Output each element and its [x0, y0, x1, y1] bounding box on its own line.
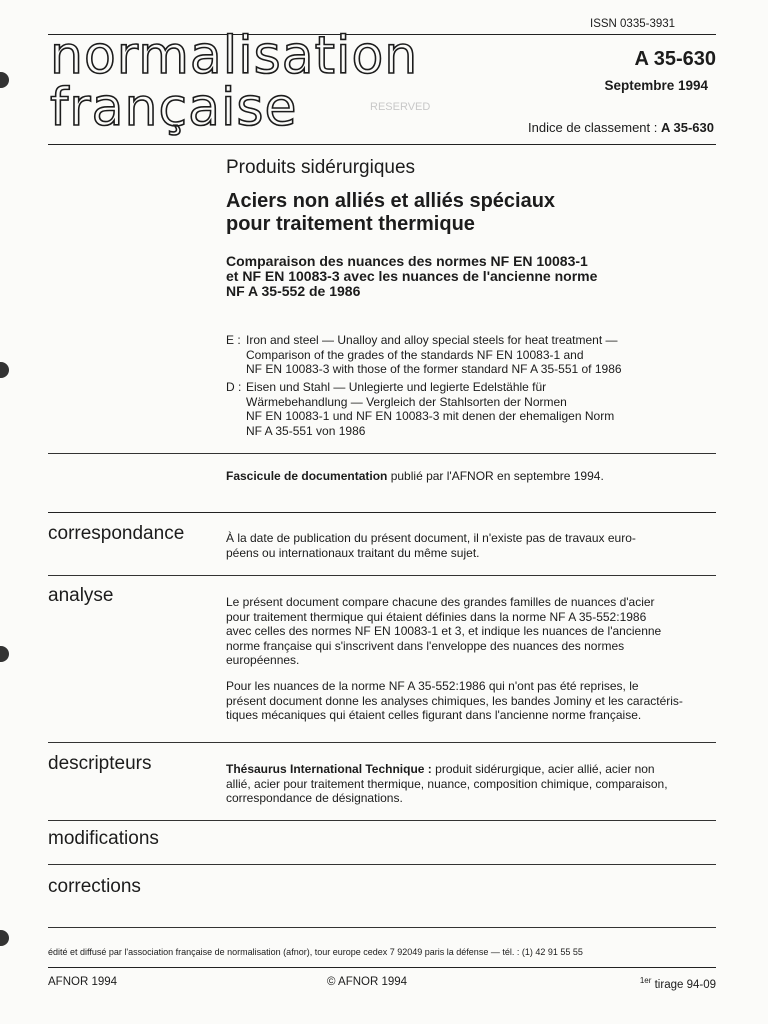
german-line: NF A 35-551 von 1986: [246, 423, 366, 438]
index-label: Indice de classement :: [528, 120, 661, 135]
english-line: NF EN 10083-3 with those of the former standard NF A 35-551 of 1986: [246, 362, 622, 376]
german-line: Eisen und Stahl — Unlegierte und legierte Edelstähle für: [246, 380, 547, 394]
print-run-sup: 1er: [639, 976, 652, 985]
text-line: norme française qui s'inscrivent dans l'enveloppe des nuances des normes: [226, 638, 625, 653]
publication-date: Septembre 1994: [604, 78, 708, 93]
text-line: présent document donne les analyses chimiques, les bandes Jominy et les caractéris-: [226, 693, 683, 708]
title-line: pour traitement thermique: [226, 213, 475, 235]
classification-index: [528, 120, 714, 135]
text-line: allié, acier pour traitement thermique, nuance, composition chimique, comparaison,: [226, 776, 668, 791]
index-value: A 35-630: [661, 120, 714, 135]
publisher-address: édité et diffusé par l'association française de normalisation (afnor), tour europe cedex 7 92049 paris la défense — tél. : (1) 42 91 55 55: [48, 947, 583, 957]
fascicule-statement: [226, 469, 604, 483]
section-heading-analyse: analyse: [48, 585, 114, 606]
subtitle-line: NF A 35-552 de 1986: [226, 283, 361, 299]
divider-rule: [48, 927, 716, 928]
footer-rule: [48, 967, 716, 968]
document-title: [226, 190, 696, 236]
divider-rule: [48, 864, 716, 865]
english-title-block: [226, 333, 696, 377]
document-subtitle: [226, 254, 696, 299]
divider-rule: [48, 512, 716, 513]
descripteurs-text: [226, 762, 716, 806]
english-title-text: [246, 333, 696, 377]
english-line: Comparison of the grades of the standards NF EN 10083-1 and: [246, 347, 584, 362]
text-line: [226, 762, 716, 777]
german-line: Wärmebehandlung — Vergleich der Stahlsorten der Normen: [246, 394, 567, 409]
divider-rule: [48, 453, 716, 454]
subtitle-line: et NF EN 10083-3 avec les nuances de l'ancienne norme: [226, 268, 598, 284]
english-line: Iron and steel — Unalloy and alloy special steels for heat treatment —: [246, 333, 618, 347]
text-line: correspondance de désignations.: [226, 791, 403, 805]
section-heading-descripteurs: descripteurs: [48, 753, 152, 774]
text-line: européennes.: [226, 653, 300, 667]
thesaurus-terms: produit sidérurgique, acier allié, acier non: [431, 762, 655, 776]
german-title-block: [226, 380, 696, 438]
divider-rule: [48, 575, 716, 576]
thesaurus-label: Thésaurus International Technique :: [226, 762, 432, 776]
title-line: Aciers non alliés et alliés spéciaux: [226, 190, 556, 212]
fascicule-text: publié par l'AFNOR en septembre 1994.: [387, 469, 604, 483]
text-line: À la date de publication du présent document, il n'existe pas de travaux euro-: [226, 531, 636, 545]
print-run-text: tirage 94-09: [651, 978, 716, 991]
german-line: NF EN 10083-1 und NF EN 10083-3 mit denen der ehemaligen Norm: [246, 409, 615, 423]
footer-print-run: [640, 976, 716, 991]
document-domain: Produits sidérurgiques: [226, 157, 416, 178]
text-line: Pour les nuances de la norme NF A 35-552:1986 qui n'ont pas été reprises, le: [226, 679, 639, 693]
scan-binding-mark: [0, 930, 9, 946]
brand-line-2: française: [50, 78, 298, 138]
language-key-english: E :: [226, 333, 241, 347]
divider-rule: [48, 820, 716, 821]
section-heading-corrections: corrections: [48, 876, 141, 897]
fascicule-bold: Fascicule de documentation: [226, 469, 388, 483]
language-key-german: D :: [226, 380, 242, 394]
footer-left: AFNOR 1994: [48, 976, 118, 988]
section-heading-correspondance: correspondance: [48, 523, 185, 544]
scan-binding-mark: [0, 362, 9, 378]
text-line: péens ou internationaux traitant du même sujet.: [226, 545, 480, 560]
brand-line-1: normalisation: [50, 26, 419, 86]
scan-binding-mark: [0, 646, 9, 662]
document-reference: A 35-630: [634, 48, 716, 70]
scan-binding-mark: [0, 72, 9, 88]
correspondance-text: [226, 531, 716, 560]
faded-stamp: RESERVED: [370, 101, 431, 113]
german-title-text: [246, 380, 696, 438]
analyse-paragraph-1: [226, 595, 716, 668]
text-line: pour traitement thermique qui étaient définies dans la norme NF A 35-552:1986: [226, 609, 647, 624]
subtitle-line: Comparaison des nuances des normes NF EN 10083-1: [226, 253, 588, 269]
text-line: tiques mécaniques qui étaient celles figurant dans l'ancienne norme française.: [226, 708, 642, 722]
analyse-paragraph-2: [226, 679, 716, 723]
divider-rule: [48, 742, 716, 743]
text-line: Le présent document compare chacune des grandes familles de nuances d'acier: [226, 595, 655, 609]
issn-number: ISSN 0335-3931: [590, 18, 676, 30]
section-heading-modifications: modifications: [48, 828, 159, 849]
footer-copyright: © AFNOR 1994: [327, 976, 408, 988]
header-bottom-rule: [48, 144, 716, 145]
text-line: avec celles des normes NF EN 10083-1 et 3, et indique les nuances de l'ancienne: [226, 624, 662, 638]
